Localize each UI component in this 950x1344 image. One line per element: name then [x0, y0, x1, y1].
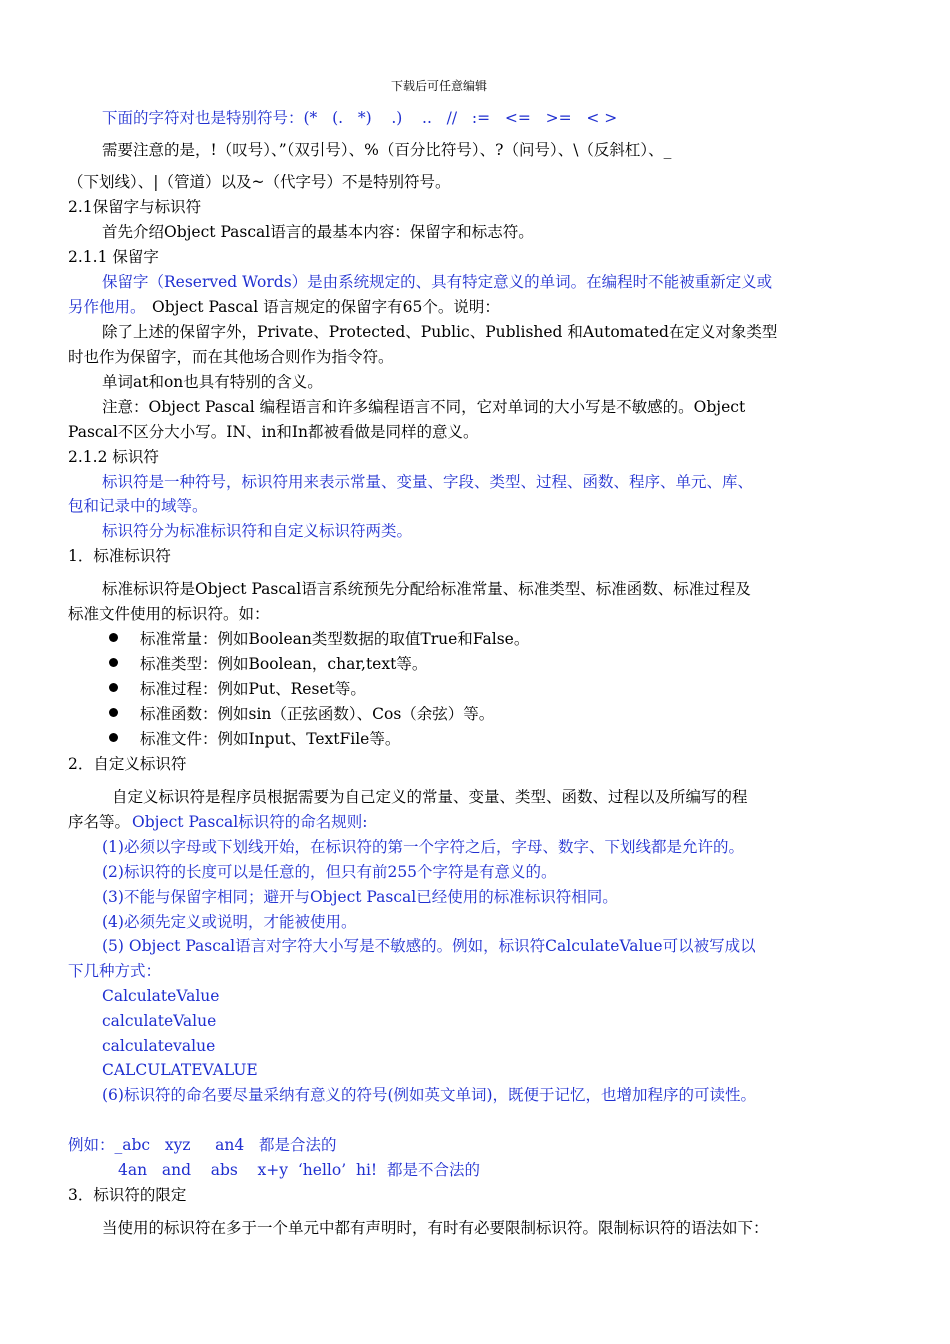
- rule-5-line-2: 下几种方式：: [68, 962, 162, 980]
- qualification-desc: 当使用的标识符在多于一个单元中都有声明时，有时有必要限制标识符。限制标识符的语法如下：: [102, 1219, 769, 1237]
- note-line-1: 需要注意的是，!（叹号）、”（双引号）、%（百分比符号）、?（问号）、\（反斜杠）、_: [102, 141, 672, 159]
- bullet-standard-types: 标准类型：例如Boolean，char,text等。: [140, 655, 428, 673]
- bullet-icon: [109, 708, 118, 717]
- directive-note-2: 时也作为保留字，而在其他场合则作为指令符。: [68, 348, 394, 366]
- page-header: 下载后可任意编辑: [391, 79, 488, 93]
- custom-identifiers-desc-1: 自定义标识符是程序员根据需要为自己定义的常量、变量、类型、函数、过程以及所编写的程: [112, 788, 748, 806]
- valid-identifier-examples: 例如：_abc xyz an4 都是合法的: [68, 1136, 337, 1154]
- bullet-icon: [109, 683, 118, 692]
- bullet-icon: [109, 733, 118, 742]
- rule-2: (2)标识符的长度可以是任意的，但只有前255个字符是有意义的。: [102, 863, 557, 881]
- rule-3: (3)不能与保留字相同；避开与Object Pascal已经使用的标准标识符相同。: [102, 888, 618, 906]
- example-calculatevalue-4: CALCULATEVALUE: [102, 1061, 258, 1079]
- identifier-categories: 标识符分为标准标识符和自定义标识符两类。: [102, 522, 413, 540]
- at-on-note: 单词at和on也具有特别的含义。: [102, 373, 323, 391]
- section-heading-2-1-1: 2.1.1 保留字: [68, 248, 159, 266]
- example-calculatevalue-2: calculateValue: [102, 1012, 217, 1030]
- special-symbol-pairs: 下面的字符对也是特别符号：(* (. *) .) .. // := <= >= < >: [102, 109, 618, 127]
- heading-custom-identifiers: 2．自定义标识符: [68, 755, 187, 773]
- rule-4: (4)必须先定义或说明，才能被使用。: [102, 913, 357, 931]
- rule-1: (1)必须以字母或下划线开始，在标识符的第一个字符之后，字母、数字、下划线都是允许的。: [102, 838, 744, 856]
- heading-standard-identifiers: 1．标准标识符: [68, 547, 171, 565]
- bullet-standard-functions: 标准函数：例如sin（正弦函数）、Cos（余弦）等。: [140, 705, 495, 723]
- identifier-definition-1: 标识符是一种符号，标识符用来表示常量、变量、字段、类型、过程、函数、程序、单元、库、: [102, 473, 754, 491]
- heading-identifier-qualification: 3．标识符的限定: [68, 1186, 187, 1204]
- standard-identifiers-desc-1: 标准标识符是Object Pascal语言系统预先分配给标准常量、标准类型、标准函数、标准过程及: [102, 580, 751, 598]
- reserved-words-definition-1: 保留字（Reserved Words）是由系统规定的、具有特定意义的单词。在编程时不能被重新定义或: [102, 273, 773, 291]
- invalid-identifier-examples: 4an and abs x+y ‘hello’ hi! 都是不合法的: [118, 1161, 481, 1179]
- naming-rules-heading: Object Pascal标识符的命名规则:: [132, 813, 368, 831]
- bullet-icon: [109, 658, 118, 667]
- bullet-icon: [109, 633, 118, 642]
- example-calculatevalue-3: calculatevalue: [102, 1037, 216, 1055]
- rule-6: (6)标识符的命名要尽量采纳有意义的符号(例如英文单词)，既便于记忆，也增加程序的可读性。: [102, 1086, 757, 1104]
- note-line-2: （下划线）、|（管道）以及~（代字号）不是特别符号。: [68, 173, 451, 191]
- section-heading-2-1: 2.1保留字与标识符: [68, 198, 202, 216]
- reserved-words-definition-2: 另作他用。: [68, 298, 146, 316]
- reserved-words-count: Object Pascal 语言规定的保留字有65个。说明：: [152, 298, 500, 316]
- custom-identifiers-desc-2: 序名等。: [68, 813, 131, 831]
- directive-note-1: 除了上述的保留字外，Private、Protected、Public、Published 和Automated在定义对象类型: [102, 323, 778, 341]
- standard-identifiers-desc-2: 标准文件使用的标识符。如：: [68, 605, 270, 623]
- intro-paragraph: 首先介绍Object Pascal语言的最基本内容：保留字和标志符。: [102, 223, 534, 241]
- case-note-1: 注意：Object Pascal 编程语言和许多编程语言不同，它对单词的大小写是不敏感的。Object: [102, 398, 746, 416]
- case-note-2: Pascal不区分大小写。IN、in和In都被看做是同样的意义。: [68, 423, 479, 441]
- bullet-standard-constants: 标准常量：例如Boolean类型数据的取值True和False。: [140, 630, 530, 648]
- rule-5-line-1: (5) Object Pascal语言对字符大小写是不敏感的。例如，标识符CalculateValue可以被写成以: [102, 937, 756, 955]
- example-calculatevalue-1: CalculateValue: [102, 987, 220, 1005]
- bullet-standard-procedures: 标准过程：例如Put、Reset等。: [140, 680, 366, 698]
- bullet-standard-files: 标准文件：例如Input、TextFile等。: [140, 730, 401, 748]
- section-heading-2-1-2: 2.1.2 标识符: [68, 448, 159, 466]
- identifier-definition-2: 包和记录中的域等。: [68, 497, 208, 515]
